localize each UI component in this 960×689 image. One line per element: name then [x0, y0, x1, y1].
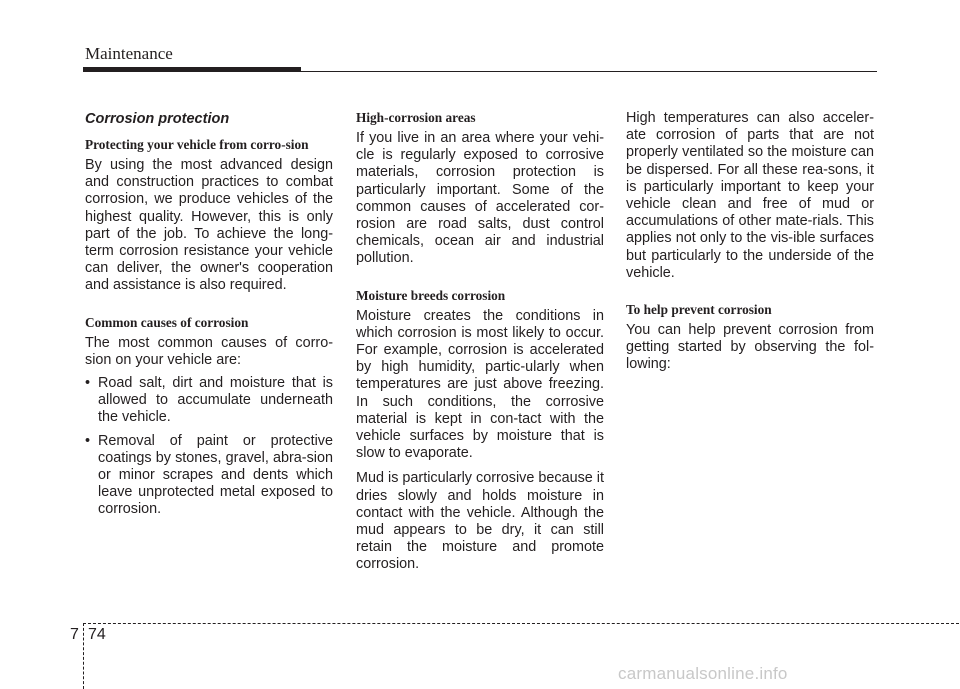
footer-divider	[83, 623, 84, 689]
list-item: • Road salt, dirt and moisture that is allowed to accumulate underneath the vehicle.	[85, 375, 333, 427]
paragraph-moisture: Moisture creates the conditions in which corrosion is most likely to occur. For example, corrosion is accelerated by high humidity, partic-ularly when temperatures are just above freezing. In such conditions, the corrosive material is kept in con-tact with the vehicle surfaces by moisture that is slow to evaporate.	[356, 307, 604, 462]
subheading-protecting: Protecting your vehicle from corro-sion	[85, 137, 309, 152]
header-rule-thin	[301, 71, 877, 72]
footer-rule	[83, 623, 959, 624]
paragraph-causes: The most common causes of corro-sion on your vehicle are:	[85, 334, 333, 368]
paragraph-intro: By using the most advanced design and construction practices to combat corrosion, we produce vehicles of the highest quality. However, this is only part of the job. To achieve the long-term corrosion resistance your vehicle can deliver, the owner's cooperation and assistance is also required.	[85, 157, 333, 294]
subheading-high-corrosion: High-corrosion areas	[356, 110, 476, 125]
subheading-moisture: Moisture breeds corrosion	[356, 287, 506, 303]
header-rule-thick	[83, 67, 301, 72]
paragraph-prevent: You can help prevent corrosion from getting started by observing the fol-lowing:	[626, 322, 874, 373]
header-title: Maintenance	[85, 44, 173, 63]
column-2	[356, 110, 604, 574]
page-number: 74	[88, 626, 106, 643]
chapter-number: 7	[70, 626, 79, 643]
subheading-prevent: To help prevent corrosion	[626, 302, 772, 318]
column-1	[85, 111, 333, 525]
list-item: • Removal of paint or protective coatings by stones, gravel, abra-sion or minor scrapes and dents which leave unprotected metal exposed to corrosion.	[85, 433, 333, 519]
causes-list	[85, 375, 333, 519]
paragraph-mud: Mud is particularly corrosive because it dries slowly and holds moisture in contact with the vehicle. Although the mud appears to be dry, it can still retain the moisture and promote corrosion.	[356, 470, 604, 573]
watermark: carmanualsonline.info	[618, 664, 788, 683]
section-title: Corrosion protection	[85, 111, 230, 127]
column-3	[626, 110, 874, 374]
subheading-common-causes: Common causes of corrosion	[85, 314, 249, 330]
paragraph-high-corrosion: If you live in an area where your vehi-cle is regularly exposed to corrosive materials, corrosion protection is particularly important. Some of the common causes of accelerated cor-rosion are road salts, dust control chemicals, ocean air and industrial pollution.	[356, 130, 604, 267]
paragraph-temperatures: High temperatures can also acceler-ate corrosion of parts that are not properly ventilated so the moisture can be dispersed. For all these rea-sons, it is particularly important to keep your vehicle clean and free of mud or accumulations of other mate-rials. This applies not only to the vis-ible surfaces but particularly to the underside of the vehicle.	[626, 110, 874, 281]
